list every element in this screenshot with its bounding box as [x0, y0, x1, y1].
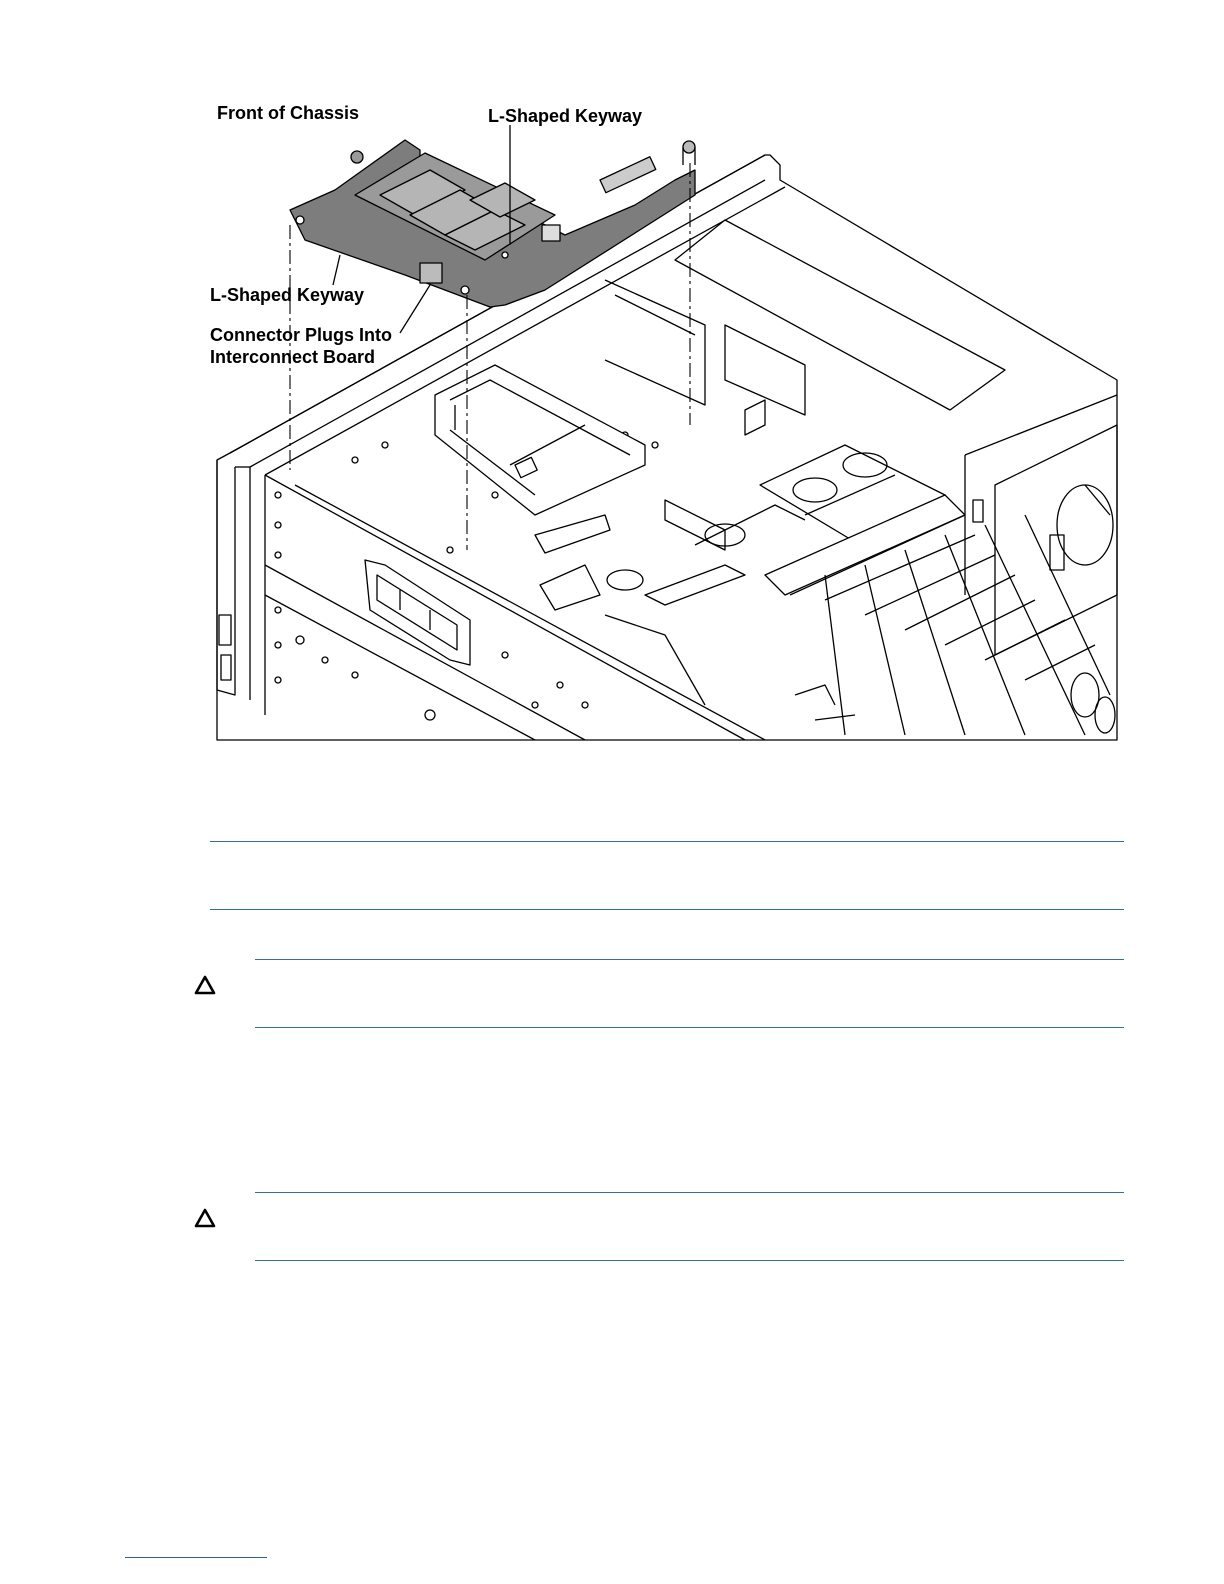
- caution-1-bottom-rule: [255, 1027, 1124, 1028]
- caution-1-top-rule: [255, 959, 1124, 960]
- callout-l-shaped-keyway-top: L-Shaped Keyway: [488, 106, 643, 126]
- callout-front-of-chassis: Front of Chassis: [217, 103, 360, 123]
- callout-l-shaped-keyway-left: L-Shaped Keyway: [210, 285, 365, 305]
- caution-2-bottom-rule: [255, 1260, 1124, 1261]
- board-installation-figure: [205, 95, 1120, 745]
- callout-connector-line-2: Interconnect Board: [210, 347, 376, 367]
- note-top-rule: [210, 841, 1124, 842]
- footnote-rule: [125, 1557, 267, 1558]
- caution-2-top-rule: [255, 1192, 1124, 1193]
- caution-triangle-icon: [193, 1207, 217, 1229]
- caution-triangle-icon: [193, 974, 217, 996]
- chassis-line-drawing: [205, 95, 1120, 745]
- callout-connector-line-1: Connector Plugs Into: [210, 325, 392, 345]
- note-bottom-rule: [210, 909, 1124, 910]
